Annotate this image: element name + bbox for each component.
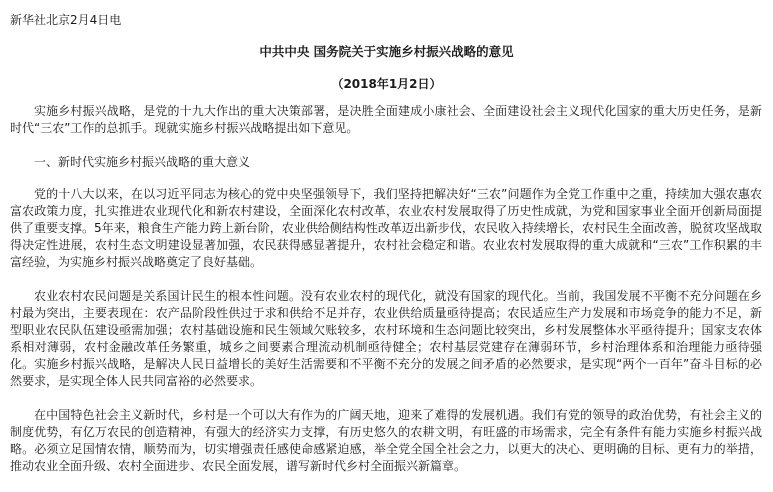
paragraph-achievements: 党的十八大以来，在以习近平同志为核心的党中央坚强领导下，我们坚持把解决好“三农”问题作为全党工作重中之重，持续加大强农惠农富农政策力度，扎实推进农业现代化和新农村建设，全面深化农村改革，农业农村发展取得了历史性成就，为党和国家事业全面开创新局面提供了重要支撑。5年来，粮食生产能力跨上新台阶，农业供给侧结构性改革迈出新步伐，农民收入持续增长，农村民生全面改善，脱贫攻坚战取得决定性进展，农村生态文明建设显著加强，农民获得感显著提升，农村社会稳定和谐。农业农村发展取得的重大成就和“三农”工作积累的丰富经验，为实施乡村振兴战略奠定了良好基础。 — [10, 187, 762, 269]
paragraph-opportunity: 在中国特色社会主义新时代，乡村是一个可以大有作为的广阔天地，迎来了难得的发展机遇。我们有党的领导的政治优势，有社会主义的制度优势，有亿万农民的创造精神，有强大的经济实力支撑，有历史悠久的农耕文明，有旺盛的市场需求，完全有条件有能力实施乡村振兴战略。必须立足国情农情，顺势而为，切实增强责任感使命感紧迫感，举全党全国全社会之力，以更大的决心、更明确的目标、更有力的举措，推动农业全面升级、农村全面进步、农民全面发展，谱写新时代乡村全面振兴新篇章。 — [10, 408, 762, 473]
paragraph-problems: 农业农村农民问题是关系国计民生的根本性问题。没有农业农村的现代化，就没有国家的现代化。当前，我国发展不平衡不充分问题在乡村最为突出，主要表现在：农产品阶段性供过于求和供给不足并存，农业供给质量亟待提高；农民适应生产力发展和市场竞争的能力不足，新型职业农民队伍建设亟需加强；农村基础设施和民生领域欠账较多，农村环境和生态问题比较突出，乡村发展整体水平亟待提升；国家支农体系相对薄弱，农村金融改革任务繁重，城乡之间要素合理流动机制亟待健全；农村基层党建存在薄弱环节，乡村治理体系和治理能力亟待强化。实施乡村振兴战略，是解决人民日益增长的美好生活需要和不平衡不充分的发展之间矛盾的必然要求，是实现“两个一百年”奋斗目标的必然要求，是实现全体人民共同富裕的必然要求。 — [10, 289, 762, 388]
document-title: 中共中央 国务院关于实施乡村振兴战略的意见 — [259, 44, 514, 59]
dateline: 新华社北京2月4日电 — [10, 13, 122, 27]
article-body — [10, 103, 762, 492]
paragraph-intro: 实施乡村振兴战略，是党的十九大作出的重大决策部署，是决胜全面建成小康社会、全面建设社会主义现代化国家的重大历史任务，是新时代“三农”工作的总抓手。现就实施乡村振兴战略提出如下意见。 — [10, 104, 762, 135]
document-date: （2018年1月2日） — [331, 77, 442, 91]
section-heading: 一、新时代实施乡村振兴战略的重大意义 — [34, 155, 251, 169]
